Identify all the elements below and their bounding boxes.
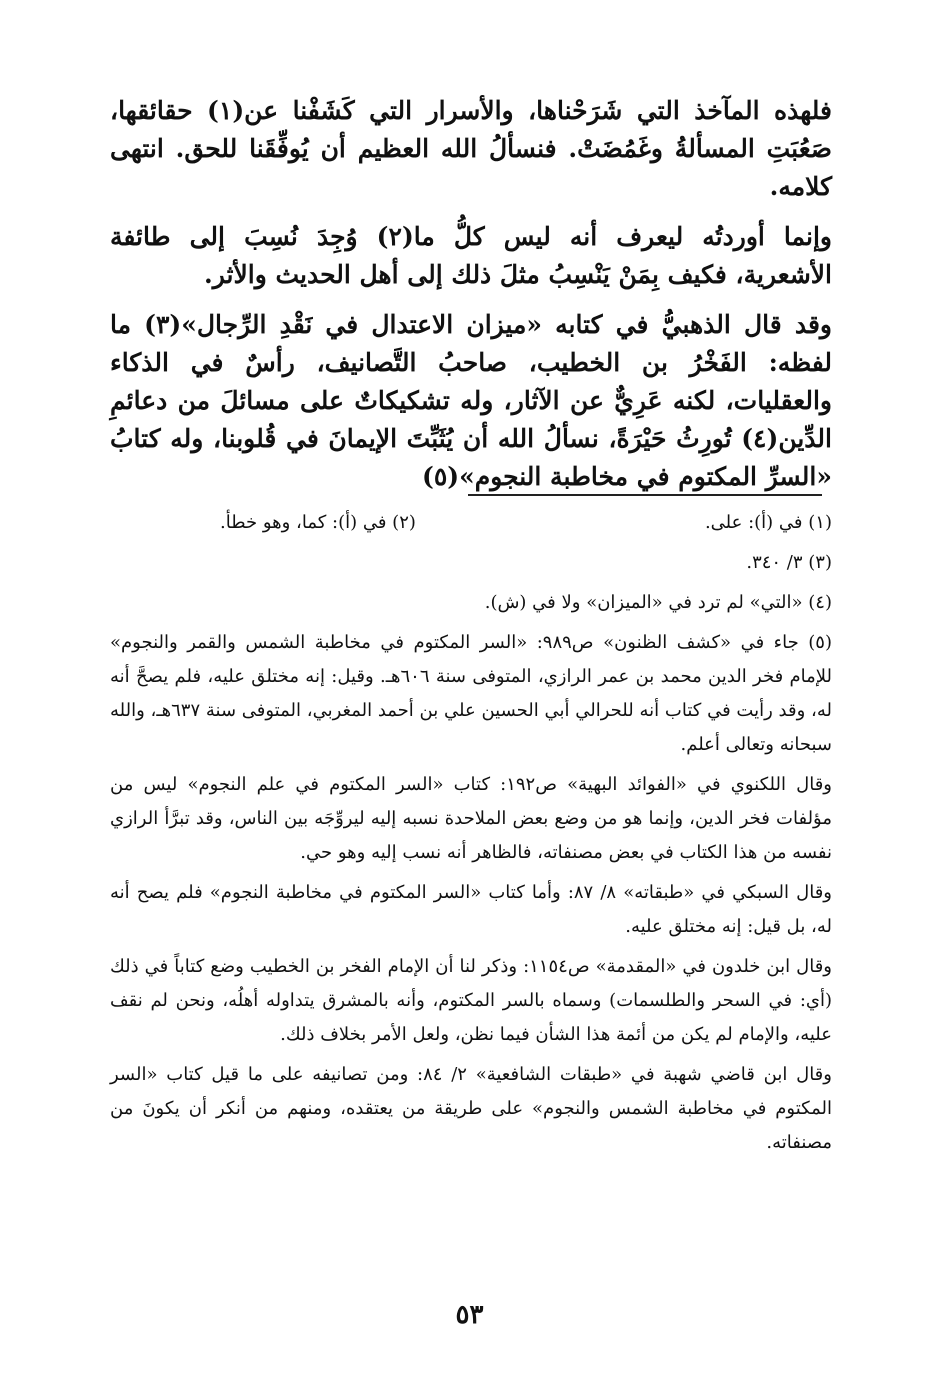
footnote-5-ibn-khaldun: وقال ابن خلدون في «المقدمة» ص١١٥٤: وذكر لنا أن الإمام الفخر بن الخطيب وضع كتاباً في ذلك (أي: في السحر والطلسمات) وسماه بالسر المكتوم، وأنه بالمشرق يتداوله أهلُه، ونحن لم نقف عليه، والإمام لم يكن من أئمة هذا الشأن فيما نظن، ولعل الأمر بخلاف ذلك. [110,956,832,1045]
footnote-5-lakhnawi: وقال اللكنوي في «الفوائد البهية» ص١٩٢: كتاب «السر المكتوم في علم النجوم» ليس من مؤلفات فخر الدين، وإنما هو من وضع بعض الملاحدة نسبه إليه ليروِّجَه بين الناس، وقد تبرَّأ الرازي نفسه من هذا الكتاب في بعض مصنفاته، فالظاهر أنه نسب إليه وهو حي. [110,774,832,863]
footnote-5: (٥) جاء في «كشف الظنون» ص٩٨٩: «السر المكتوم في مخاطبة الشمس والقمر والنجوم» للإمام فخر الدين محمد بن عمر الرازي، المتوفى سنة ٦٠٦هـ. وقيل: إنه مختلق عليه، فلم يصحَّ أنه له، وقد رأيت في كتاب أنه للحرالي أبي الحسين علي بن أحمد المغربي، المتوفى سنة ٦٣٧هـ، والله سبحانه وتعالى أعلم. [110,632,832,755]
main-text [110,92,832,508]
paragraph-2: وإنما أوردتُه ليعرف أنه ليس كلُّ ما(٢) وُجِدَ نُسِبَ إلى طائفة الأشعرية، فكيف بِمَنْ يَنْسِبُ مثلَ ذلك إلى أهل الحديث والأثر. [110,222,832,289]
footnote-4: (٤) «التي» لم ترد في «الميزان» ولا في (ش). [484,592,832,613]
paragraph-3: وقد قال الذهبيُّ في كتابه «ميزان الاعتدال في نَقْدِ الرِّجال»(٣) ما لفظه: الفَخْرُ بن الخطيب، صاحبُ التَّصانيف، رأسٌ في الذكاء والعقليات، لكنه عَرِيٌّ عن الآثار، وله تشكيكاتٌ على مسائلَ من دعائمِ الدِّين(٤) تُورِثُ حَيْرَةً، نسألُ الله أن يُثَبِّتَ الإيمانَ في قُلوبنا، وله كتابُ «السرِّ المكتوم في مخاطبة النجوم»(٥) [110,310,832,491]
footnote-separator [468,494,822,496]
footnote-5-subki: وقال السبكي في «طبقاته» ٨/ ٨٧: وأما كتاب «السر المكتوم في مخاطبة النجوم» فلم يصح أنه له، بل قيل: إنه مختلق عليه. [110,882,832,937]
footnote-2: (٢) في (أ): كما، وهو خطأ. [220,512,416,533]
footnote-5-ibn-qadi-shuhba: وقال ابن قاضي شهبة في «طبقات الشافعية» ٢/ ٨٤: ومن تصانيفه على ما قيل كتاب «السر المكتوم في مخاطبة الشمس والنجوم» على طريقة من يعتقده، ومنهم من أنكر أن يكونَ من مصنفاته. [110,1064,832,1153]
page-number: ٥٣ [455,1300,484,1330]
footnote-row-1-2 [110,506,832,540]
footnotes [110,506,832,1166]
paragraph-1: فلهذه المآخذ التي شَرَحْناها، والأسرار التي كَشَفْنا عن(١) حقائقها، صَعُبَتِ المسألةُ وغَمُضَتْ. فنسألُ الله العظيم أن يُوفِّقَنا للحق. انتهى كلامه. [110,96,832,201]
footnote-1: (١) في (أ): على. [704,512,832,533]
footnote-3: (٣) ٣/ ٣٤٠. [746,552,832,573]
